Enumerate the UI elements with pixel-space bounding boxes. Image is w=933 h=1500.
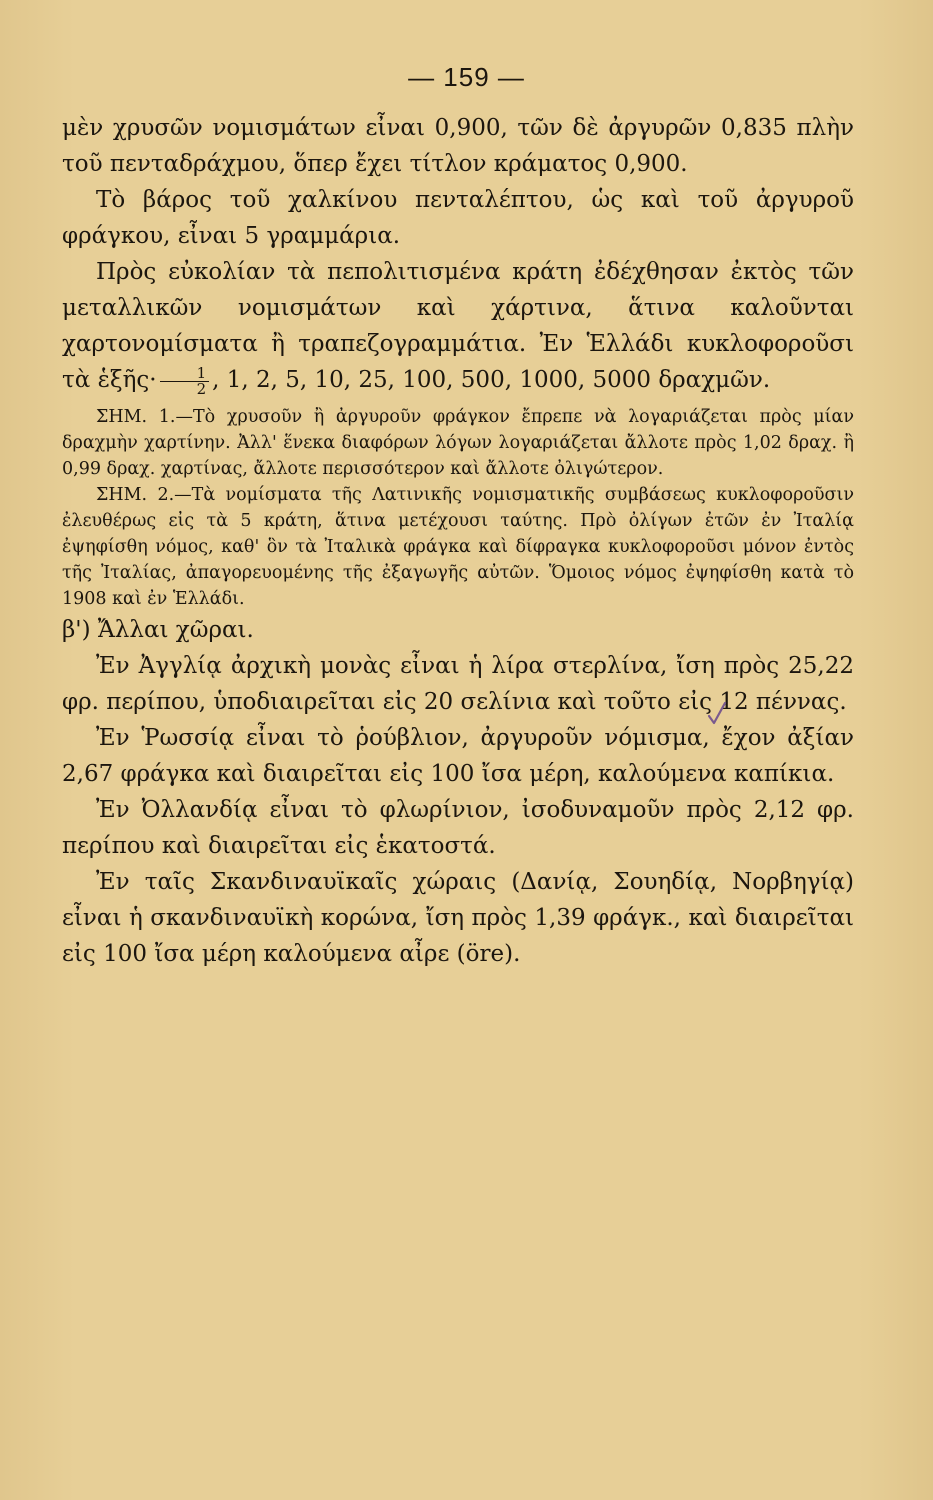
fraction-one-half [160,363,210,398]
paragraph-coin-weight: Τὸ βάρος τοῦ χαλκίνου πενταλέπτου, ὡς καὶ τοῦ ἀργυροῦ φράγκου, εἶναι 5 γραμμάρια. [62,187,854,249]
paragraph-holland: Ἐν Ὀλλανδίᾳ εἶναι τὸ φλωρίνιον, ἰσοδυναμοῦν πρὸς 2,12 φρ. περίπου καὶ διαιρεῖται εἰς ἑκατοστά. [62,797,854,859]
section-heading-other-countries: β') Ἄλλαι χῶραι. [62,617,254,643]
paragraph-russia: Ἐν Ῥωσσίᾳ εἶναι τὸ ῥούβλιον, ἀργυροῦν νόμισμα, ἔχον ἀξίαν 2,67 φράγκα καὶ διαιρεῖται εἰς 100 ἴσα μέρη, καλούμενα καπίκια. [62,725,854,787]
paragraph-gold-silver-fineness: μὲν χρυσῶν νομισμάτων εἶναι 0,900, τῶν δὲ ἀργυρῶν 0,835 πλὴν τοῦ πενταδράχμου, ὅπερ ἔχει τίτλον κράματος 0,900. [62,115,854,177]
paragraph-paper-money [62,254,854,398]
note-1: ΣΗΜ. 1.—Τὸ χρυσοῦν ἢ ἀργυροῦν φράγκον ἔπρεπε νὰ λογαριάζεται πρὸς μίαν δραχμὴν χαρτίνην. Ἀλλ' ἕνεκα διαφόρων λόγων λογαριάζεται ἄλλοτε πρὸς 1,02 δραχ. ἢ 0,99 δραχ. χαρτίνας, ἄλλοτε περισσότερον καὶ ἄλλοτε ὀλιγώτερον. [62,407,854,479]
paragraph-scandinavia: Ἐν ταῖς Σκανδιναυϊκαῖς χώραις (Δανίᾳ, Σουηδίᾳ, Νορβηγίᾳ) εἶναι ἡ σκανδιναυϊκὴ κορώνα, ἴση πρὸς 1,39 φράγκ., καὶ διαιρεῖται εἰς 100 ἴσα μέρη καλούμενα αἶρε (öre). [62,869,854,967]
pencil-check-mark-icon [706,700,728,726]
paper-money-text: Πρὸς εὐκολίαν τὰ πεπολιτισμένα κράτη ἐδέχθησαν ἐκτὸς τῶν μεταλλικῶν νομισμάτων καὶ χάρτινα, ἅτινα καλοῦνται χαρτονομίσματα ἢ τραπεζογραμμάτια. Ἐν Ἑλλάδι κυκλοφοροῦσι τὰ ἑξῆς· [62,259,854,393]
fraction-denominator: 2 [196,379,207,398]
note-2: ΣΗΜ. 2.—Τὰ νομίσματα τῆς Λατινικῆς νομισματικῆς συμβάσεως κυκλοφοροῦσιν ἐλευθέρως εἰς τὰ 5 κράτη, ἅτινα μετέχουσι ταύτης. Πρὸ ὀλίγων ἐτῶν ἐν Ἰταλίᾳ ἐψηφίσθη νόμος, καθ' ὃν τὰ Ἰταλικὰ φράγκα καὶ δίφραγκα κυκλοφοροῦσι μόνον ἐντὸς τῆς Ἰταλίας, ἀπαγορευομένης τῆς ἐξαγωγῆς αὐτῶν. Ὅμοιος νόμος ἐψηφίσθη κατὰ τὸ 1908 καὶ ἐν Ἑλλάδι. [62,485,854,609]
denominations-text: , 1, 2, 5, 10, 25, 100, 500, 1000, 5000 δραχμῶν. [212,367,771,393]
footnotes [62,404,854,612]
paragraph-england: Ἐν Ἀγγλίᾳ ἀρχικὴ μονὰς εἶναι ἡ λίρα στερλίνα, ἴση πρὸς 25,22 φρ. περίπου, ὑποδιαιρεῖται εἰς 20 σελίνια καὶ τοῦτο εἰς 12 πέννας. [62,653,854,715]
page-number: — 159 — [408,62,525,92]
body-text [62,110,854,972]
fraction-numerator: 1 [160,366,210,382]
